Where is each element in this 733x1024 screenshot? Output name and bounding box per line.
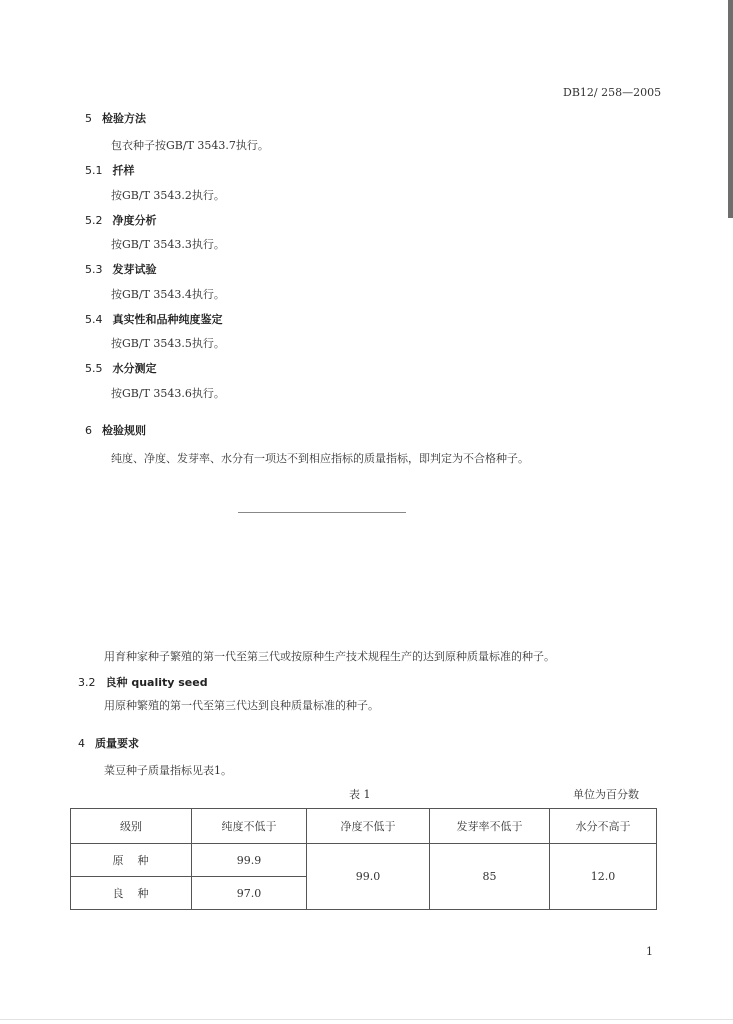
section-6-text: 纯度、净度、发芽率、水分有一项达不到相应指标的质量指标，即判定为不合格种子。 — [111, 452, 529, 465]
scrollbar[interactable] — [728, 0, 733, 218]
subsection-5-1-text: 按GB/T 3543.2执行。 — [111, 189, 225, 202]
grade-cell: 原种 — [71, 844, 192, 877]
subsection-5-3-text: 按GB/T 3543.4执行。 — [111, 288, 225, 301]
section-title: 良种 quality seed — [105, 676, 208, 689]
page-bottom-border — [0, 1019, 733, 1020]
quality-table — [70, 808, 657, 910]
section-number: 5 — [85, 112, 92, 125]
germination-cell: 85 — [430, 844, 550, 910]
purity-cell: 97.0 — [192, 877, 307, 910]
table-unit: 单位为百分数 — [573, 788, 639, 801]
header-grade: 级别 — [71, 809, 192, 844]
definition-3-1-text: 用育种家种子繁殖的第一代至第三代或按原种生产技术规程生产的达到原种质量标准的种子。 — [104, 650, 555, 663]
section-title: 检验规则 — [102, 424, 146, 437]
table-row — [71, 844, 657, 877]
document-number: DB12/ 258—2005 — [563, 86, 662, 99]
section-number: 5.4 — [85, 313, 103, 326]
section-number: 6 — [85, 424, 92, 437]
section-title: 净度分析 — [112, 214, 157, 227]
section-title: 水分测定 — [112, 362, 157, 375]
moisture-cell: 12.0 — [550, 844, 657, 910]
section-title: 质量要求 — [95, 737, 139, 750]
end-divider — [238, 512, 406, 513]
subsection-5-2-text: 按GB/T 3543.3执行。 — [111, 238, 225, 251]
section-title: 检验方法 — [102, 112, 146, 125]
header-cleanliness: 净度不低于 — [307, 809, 430, 844]
header-moisture: 水分不高于 — [550, 809, 657, 844]
subsection-5-1-heading — [85, 162, 135, 178]
header-germination: 发芽率不低于 — [430, 809, 550, 844]
cleanliness-cell: 99.0 — [307, 844, 430, 910]
subsection-5-2-heading — [85, 212, 157, 228]
subsection-5-4-heading — [85, 311, 223, 327]
subsection-5-5-heading — [85, 360, 157, 376]
subsection-5-4-text: 按GB/T 3543.5执行。 — [111, 337, 225, 350]
purity-cell: 99.9 — [192, 844, 307, 877]
section-number: 5.5 — [85, 362, 103, 375]
subsection-3-2-heading — [78, 674, 208, 690]
section-number: 5.1 — [85, 164, 103, 177]
section-5-intro: 包衣种子按GB/T 3543.7执行。 — [111, 139, 269, 152]
section-number: 5.3 — [85, 263, 103, 276]
grade-cell: 良种 — [71, 877, 192, 910]
subsection-3-2-text: 用原种繁殖的第一代至第三代达到良种质量标准的种子。 — [104, 699, 379, 712]
section-title: 真实性和品种纯度鉴定 — [112, 313, 223, 326]
section-6-heading — [85, 422, 146, 438]
subsection-5-3-heading — [85, 261, 157, 277]
section-title: 发芽试验 — [112, 263, 157, 276]
section-number: 4 — [78, 737, 85, 750]
header-purity: 纯度不低于 — [192, 809, 307, 844]
table-caption: 表 1 — [349, 788, 371, 801]
section-number: 5.2 — [85, 214, 103, 227]
section-4-text: 菜豆种子质量指标见表1。 — [104, 764, 232, 777]
table-header-row — [71, 809, 657, 844]
section-5-heading — [85, 110, 146, 126]
section-4-heading — [78, 735, 139, 751]
page-number: 1 — [646, 945, 653, 958]
section-number: 3.2 — [78, 676, 96, 689]
section-title: 扦样 — [112, 164, 135, 177]
subsection-5-5-text: 按GB/T 3543.6执行。 — [111, 387, 225, 400]
